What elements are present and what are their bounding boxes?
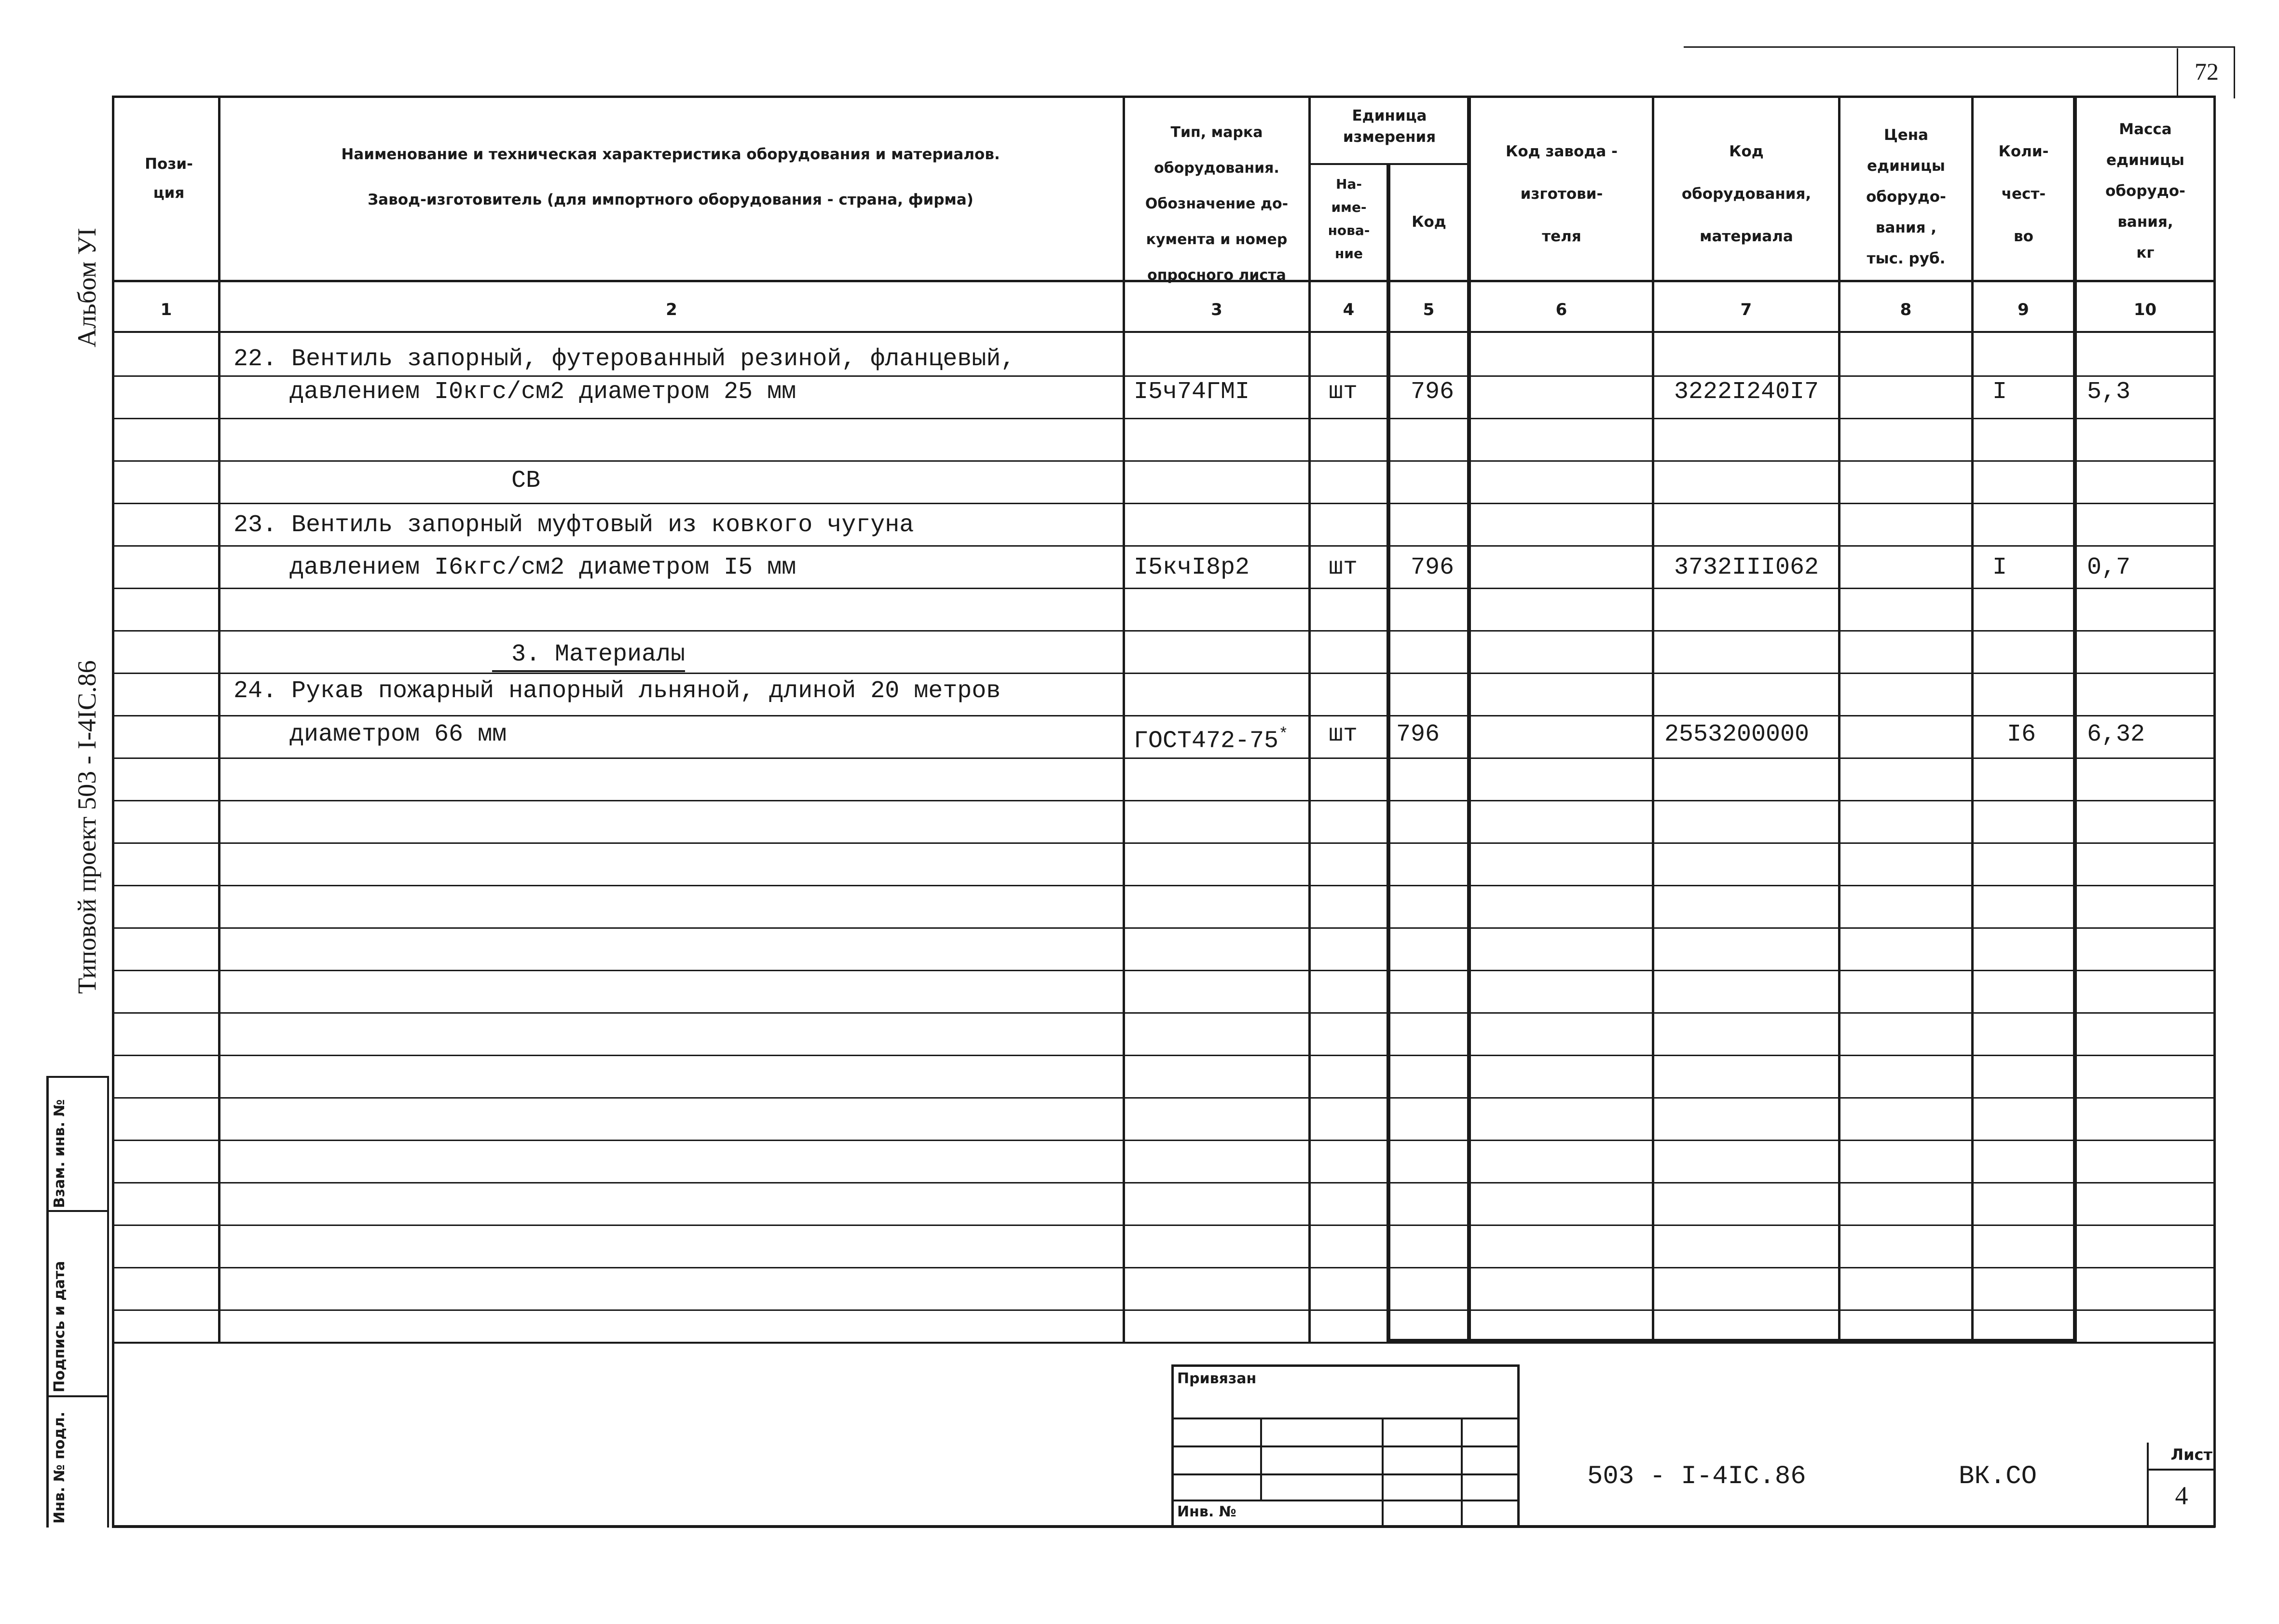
side-box-top (46, 1076, 109, 1078)
stamp-h4 (1171, 1500, 1520, 1501)
row-line (112, 503, 2215, 504)
row23-qty: I (1992, 554, 2007, 581)
row24-qty: I6 (2007, 721, 2036, 748)
col-div-9 (2073, 96, 2077, 1344)
colnum-4: 4 (1343, 300, 1355, 319)
project-label: Типовой проект 503 - I-4IC.86 (72, 660, 101, 994)
pagebox-left (2177, 48, 2178, 96)
side-box-left (46, 1077, 49, 1528)
pagebox-right (2234, 46, 2235, 98)
row24-type (1134, 718, 1288, 758)
header-factory-code: Код завода - изготови- теля (1506, 143, 1618, 245)
colnum-3: 3 (1211, 300, 1222, 319)
row-line (112, 545, 2215, 547)
colnum-1: 1 (160, 300, 172, 319)
stamp-v3 (1461, 1418, 1463, 1527)
row-line (112, 1309, 2215, 1311)
colnum-8: 8 (1900, 300, 1912, 319)
col-div-5 (1467, 96, 1471, 1344)
row-line (112, 1267, 2215, 1268)
row24-type-text: ГОСТ472-75 (1134, 727, 1279, 755)
row24-equip-code: 2553200000 (1664, 721, 1810, 748)
colnum-6: 6 (1555, 300, 1567, 319)
header-name-line1: Наименование и техническая характеристика оборудования и материалов. (341, 146, 1000, 163)
side-box-div2 (46, 1395, 109, 1397)
sheetbox-left (2147, 1443, 2149, 1528)
doc-mark: ВК.СО (1959, 1462, 2037, 1491)
row-line (112, 970, 2215, 971)
row22-equip-code: 3222I240I7 (1674, 378, 1819, 406)
colnum-7: 7 (1740, 300, 1752, 319)
row-line (112, 1055, 2215, 1056)
section-materials-underline (492, 670, 685, 672)
sheet-number: 4 (2175, 1481, 2188, 1510)
frame-bottom (112, 1525, 2215, 1528)
sheetbox-mid (2147, 1469, 2215, 1471)
side-box-zam-inv: Взам. инв. № (51, 1099, 68, 1208)
doc-code: 503 - I-4IC.86 (1587, 1462, 1806, 1491)
stamp-h1 (1171, 1418, 1520, 1419)
row24-name-cont: диаметром 66 мм (289, 721, 507, 748)
row24-mass: 6,32 (2087, 721, 2145, 748)
row-line (112, 1182, 2215, 1184)
row-line (112, 885, 2215, 886)
row22-unit: шт (1329, 378, 1358, 406)
row23-unit-code: 796 (1411, 554, 1455, 581)
row-line (112, 800, 2215, 801)
colnum-5: 5 (1423, 300, 1435, 319)
col-div-3 (1308, 96, 1311, 1344)
row24-name: 24. Рукав пожарный напорный льняной, длиной 20 метров (233, 677, 1001, 705)
col-div-2 (1123, 96, 1125, 1344)
row-line (112, 715, 2215, 716)
row-line (112, 842, 2215, 844)
side-box-div1 (46, 1210, 109, 1212)
header-unit-name: На- име- нова- ние (1328, 176, 1370, 261)
header-equip-code: Код оборудования, материала (1681, 143, 1812, 245)
right-thick-bottom (1387, 1339, 2076, 1344)
stamp-linked: Привязан (1177, 1370, 1257, 1387)
row-line (112, 1140, 2215, 1141)
col-div-7 (1838, 96, 1840, 1344)
colnum-10: 10 (2133, 300, 2157, 319)
section-sv: СВ (511, 467, 541, 495)
stamp-v2 (1382, 1418, 1384, 1527)
section-materials: 3. Материалы (511, 641, 686, 668)
header-mass: Масса единицы оборудо- вания, кг (2105, 121, 2185, 261)
row-line (112, 630, 2215, 632)
side-box-signature-date: Подпись и дата (51, 1261, 68, 1392)
stamp-h2 (1171, 1445, 1520, 1447)
col-div-4 (1387, 164, 1390, 1344)
row23-equip-code: 3732III062 (1674, 554, 1819, 581)
row-line (112, 1097, 2215, 1099)
row-line (112, 1225, 2215, 1226)
row22-unit-code: 796 (1411, 378, 1455, 406)
header-name-line2: Завод-изготовитель (для импортного оборудования - страна, фирма) (368, 191, 974, 208)
stamp-top (1171, 1364, 1520, 1367)
colnum-9: 9 (2018, 300, 2029, 319)
frame-right (2213, 96, 2216, 1528)
header-type: Тип, марка оборудования. Обозначение до- кумента и номер опросного листа (1145, 124, 1289, 284)
stamp-h3 (1171, 1473, 1520, 1475)
row24-type-mark: * (1278, 726, 1289, 744)
frame-top (112, 96, 2215, 98)
row-line (112, 927, 2215, 929)
pagebox-top (1684, 46, 2234, 48)
row23-name-cont: давлением I6кгс/см2 диаметром I5 мм (289, 554, 796, 581)
album-label: Альбом УI (72, 228, 101, 347)
row-line (112, 588, 2215, 589)
row23-name: 23. Вентиль запорный муфтовый из ковкого чугуна (233, 511, 914, 539)
row-line (112, 418, 2215, 419)
row22-name-cont: давлением I0кгс/см2 диаметром 25 мм (289, 378, 796, 406)
row-line (112, 1012, 2215, 1014)
row22-qty: I (1992, 378, 2007, 406)
header-position: Пози- ция (145, 155, 193, 202)
col-div-6 (1652, 96, 1654, 1344)
stamp-inv: Инв. № (1177, 1503, 1236, 1520)
row22-type: I5ч74ГМI (1134, 378, 1250, 406)
row-line (112, 460, 2215, 462)
colnum-2: 2 (666, 300, 677, 319)
col-div-8 (1971, 96, 1974, 1344)
header-price: Цена единицы оборудо- вания , тыс. руб. (1866, 126, 1946, 267)
header-unit-code: Код (1412, 213, 1446, 231)
row24-unit: шт (1329, 721, 1358, 748)
header-unit: Единица измерения (1343, 107, 1436, 146)
row24-unit-code: 796 (1396, 721, 1440, 748)
stamp-v1 (1260, 1418, 1262, 1501)
colnum-bottom (112, 331, 2215, 333)
col-div-1 (218, 96, 220, 1344)
row-line (112, 673, 2215, 674)
side-box-inv-podl: Инв. № подл. (51, 1411, 68, 1524)
row23-mass: 0,7 (2087, 554, 2131, 581)
row23-unit: шт (1329, 554, 1358, 581)
side-box-right (107, 1077, 109, 1528)
row22-name: 22. Вентиль запорный, футерованный резиной, фланцевый, (233, 345, 1016, 373)
header-qty: Коли- чест- во (1998, 143, 2049, 245)
page-number-top: 72 (2195, 58, 2219, 85)
sheet-label: Лист (2170, 1445, 2212, 1464)
row22-mass: 5,3 (2087, 378, 2131, 406)
unit-subheader-line (1308, 163, 1469, 165)
row23-type: I5кчI8р2 (1134, 554, 1250, 581)
